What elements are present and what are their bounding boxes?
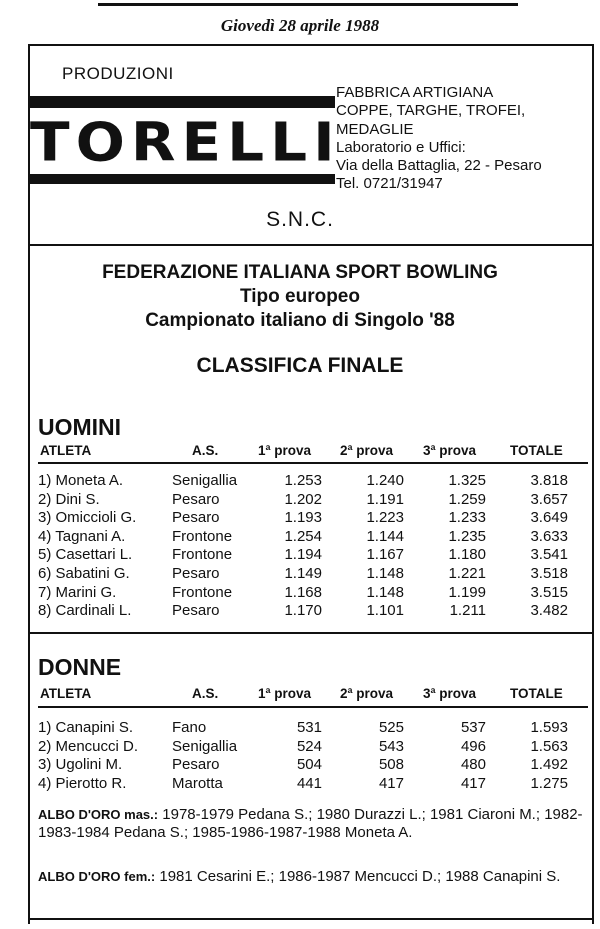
cell-prova2: 1.148 bbox=[366, 583, 404, 601]
albo-fem-label: ALBO D'ORO fem.: bbox=[38, 869, 156, 884]
cell-atleta: 7) Marini G. bbox=[38, 583, 117, 601]
cell-prova2: 1.223 bbox=[366, 509, 404, 527]
cell-atleta: 5) Casettari L. bbox=[38, 546, 133, 564]
ad-address bbox=[336, 84, 542, 194]
col-prova1: 1ª prova bbox=[258, 443, 312, 458]
cell-as: Marotta bbox=[172, 774, 223, 792]
top-rule bbox=[98, 3, 518, 6]
cell-prova1: 1.194 bbox=[284, 546, 322, 564]
logo-wordmark: TORELLI bbox=[30, 110, 341, 174]
logo-bar-bottom bbox=[30, 174, 335, 184]
cell-atleta: 4) Pierotto R. bbox=[38, 774, 127, 792]
col-prova2: 2ª prova bbox=[340, 443, 394, 458]
cell-atleta: 2) Mencucci D. bbox=[38, 737, 139, 755]
cell-as: Frontone bbox=[172, 583, 233, 601]
cell-prova2: 1.144 bbox=[366, 527, 404, 545]
cell-prova3: 1.233 bbox=[448, 509, 486, 527]
cell-atleta: 8) Cardinali L. bbox=[38, 602, 132, 620]
ad-line: Laboratorio e Uffici: bbox=[336, 138, 466, 156]
col-totale: TOTALE bbox=[510, 443, 563, 458]
ad-line: MEDAGLIE bbox=[336, 120, 414, 138]
col-as: A.S. bbox=[192, 443, 219, 458]
cell-atleta: 1) Canapini S. bbox=[38, 719, 134, 736]
cell-prova3: 1.199 bbox=[448, 583, 486, 601]
torelli-logo bbox=[30, 96, 341, 184]
cell-totale: 1.563 bbox=[530, 737, 568, 755]
federation-title: FEDERAZIONE ITALIANA SPORT BOWLING bbox=[102, 262, 498, 283]
cell-atleta: 1) Moneta A. bbox=[38, 472, 124, 489]
col-prova3: 3ª prova bbox=[423, 443, 477, 458]
cell-totale: 3.541 bbox=[530, 546, 568, 564]
ad-produzioni: PRODUZIONI bbox=[62, 64, 174, 83]
cell-as: Fano bbox=[172, 719, 207, 736]
col-prova3: 3ª prova bbox=[423, 686, 477, 701]
classification-title: CLASSIFICA FINALE bbox=[196, 354, 404, 377]
cell-as: Frontone bbox=[172, 527, 233, 545]
cell-prova2: 525 bbox=[378, 719, 404, 736]
cell-prova3: 537 bbox=[460, 719, 486, 736]
uomini-header-rule bbox=[38, 462, 588, 464]
cell-prova2: 1.101 bbox=[366, 602, 404, 620]
cell-as: Pesaro bbox=[172, 565, 220, 582]
cell-totale: 3.633 bbox=[530, 527, 568, 545]
cell-as: Pesaro bbox=[172, 490, 220, 508]
cell-totale: 3.518 bbox=[530, 565, 568, 582]
page-date: Giovedì 28 aprile 1988 bbox=[220, 16, 380, 35]
ad-line: COPPE, TARGHE, TROFEI, bbox=[336, 102, 526, 120]
cell-totale: 3.515 bbox=[530, 583, 568, 601]
cell-as: Pesaro bbox=[172, 756, 220, 774]
cell-prova1: 441 bbox=[296, 774, 322, 792]
cell-prova2: 1.167 bbox=[366, 546, 404, 564]
cell-atleta: 6) Sabatini G. bbox=[38, 565, 130, 582]
cell-prova2: 417 bbox=[378, 774, 404, 792]
divider-sections bbox=[28, 632, 594, 634]
championship-title: Campionato italiano di Singolo '88 bbox=[145, 310, 455, 331]
col-prova1: 1ª prova bbox=[258, 686, 312, 701]
albo-maschile bbox=[38, 806, 588, 843]
col-as: A.S. bbox=[192, 686, 219, 701]
cell-prova2: 1.191 bbox=[366, 490, 404, 508]
albo-mas-text: 1978-1979 Pedana S.; 1980 Durazzi L.; 1981 Ciaroni M.; 1982-1983-1984 Pedana S.; 1985-1986-1987-1988 Moneta A. bbox=[38, 806, 583, 842]
cell-atleta: 2) Dini S. bbox=[38, 490, 100, 508]
cell-atleta: 4) Tagnani A. bbox=[38, 527, 126, 545]
ad-line: Tel. 0721/31947 bbox=[336, 175, 443, 193]
donne-header-rule bbox=[38, 706, 588, 708]
cell-prova2: 508 bbox=[378, 756, 404, 774]
cell-prova1: 531 bbox=[296, 719, 322, 736]
cell-as: Frontone bbox=[172, 546, 233, 564]
cell-prova1: 524 bbox=[296, 737, 322, 755]
cell-prova1: 1.170 bbox=[284, 602, 322, 620]
cell-prova3: 480 bbox=[460, 756, 486, 774]
cell-totale: 3.657 bbox=[530, 490, 568, 508]
cell-prova1: 1.168 bbox=[284, 583, 322, 601]
ad-line: Via della Battaglia, 22 - Pesaro bbox=[336, 157, 542, 175]
cell-prova1: 1.193 bbox=[284, 509, 322, 527]
cell-atleta: 3) Omiccioli G. bbox=[38, 509, 137, 527]
cell-totale: 1.275 bbox=[530, 774, 568, 792]
albo-femminile bbox=[38, 868, 588, 886]
cell-totale: 1.593 bbox=[530, 719, 568, 736]
col-atleta: ATLETA bbox=[40, 443, 92, 458]
albo-fem-text: 1981 Cesarini E.; 1986-1987 Mencucci D.; 1988 Canapini S. bbox=[159, 868, 561, 885]
divider-ad bbox=[28, 244, 594, 246]
cell-prova3: 1.259 bbox=[448, 490, 486, 508]
cell-prova3: 1.211 bbox=[449, 602, 486, 620]
cell-prova1: 1.149 bbox=[284, 565, 322, 582]
cell-totale: 3.482 bbox=[530, 602, 568, 620]
ad-snc: S.N.C. bbox=[266, 208, 334, 231]
cell-as: Pesaro bbox=[172, 602, 220, 620]
logo-bar-top bbox=[30, 96, 335, 108]
cell-atleta: 3) Ugolini M. bbox=[38, 756, 123, 774]
ad-line: FABBRICA ARTIGIANA bbox=[336, 84, 494, 101]
cell-prova1: 1.202 bbox=[284, 490, 322, 508]
bottom-rule bbox=[28, 918, 594, 920]
cell-prova2: 1.240 bbox=[366, 472, 404, 489]
cell-prova2: 543 bbox=[378, 737, 404, 755]
col-totale: TOTALE bbox=[510, 686, 563, 701]
uomini-heading: UOMINI bbox=[38, 414, 122, 440]
col-atleta: ATLETA bbox=[40, 686, 92, 701]
cell-prova2: 1.148 bbox=[366, 565, 404, 582]
albo-mas-label: ALBO D'ORO mas.: bbox=[38, 807, 159, 822]
cell-totale: 1.492 bbox=[530, 756, 568, 774]
donne-heading: DONNE bbox=[38, 654, 122, 680]
cell-prova1: 1.254 bbox=[284, 527, 322, 545]
cell-totale: 3.818 bbox=[530, 472, 568, 489]
cell-prova3: 417 bbox=[460, 774, 486, 792]
cell-as: Senigallia bbox=[172, 737, 238, 755]
cell-prova3: 1.180 bbox=[448, 546, 486, 564]
cell-as: Pesaro bbox=[172, 509, 220, 527]
cell-prova3: 496 bbox=[460, 737, 486, 755]
type-title: Tipo europeo bbox=[240, 286, 360, 307]
cell-as: Senigallia bbox=[172, 472, 238, 489]
cell-prova3: 1.221 bbox=[448, 565, 486, 582]
col-prova2: 2ª prova bbox=[340, 686, 394, 701]
cell-totale: 3.649 bbox=[530, 509, 568, 527]
cell-prova3: 1.235 bbox=[448, 527, 486, 545]
cell-prova1: 1.253 bbox=[284, 472, 322, 489]
cell-prova3: 1.325 bbox=[448, 472, 486, 489]
cell-prova1: 504 bbox=[296, 756, 322, 774]
